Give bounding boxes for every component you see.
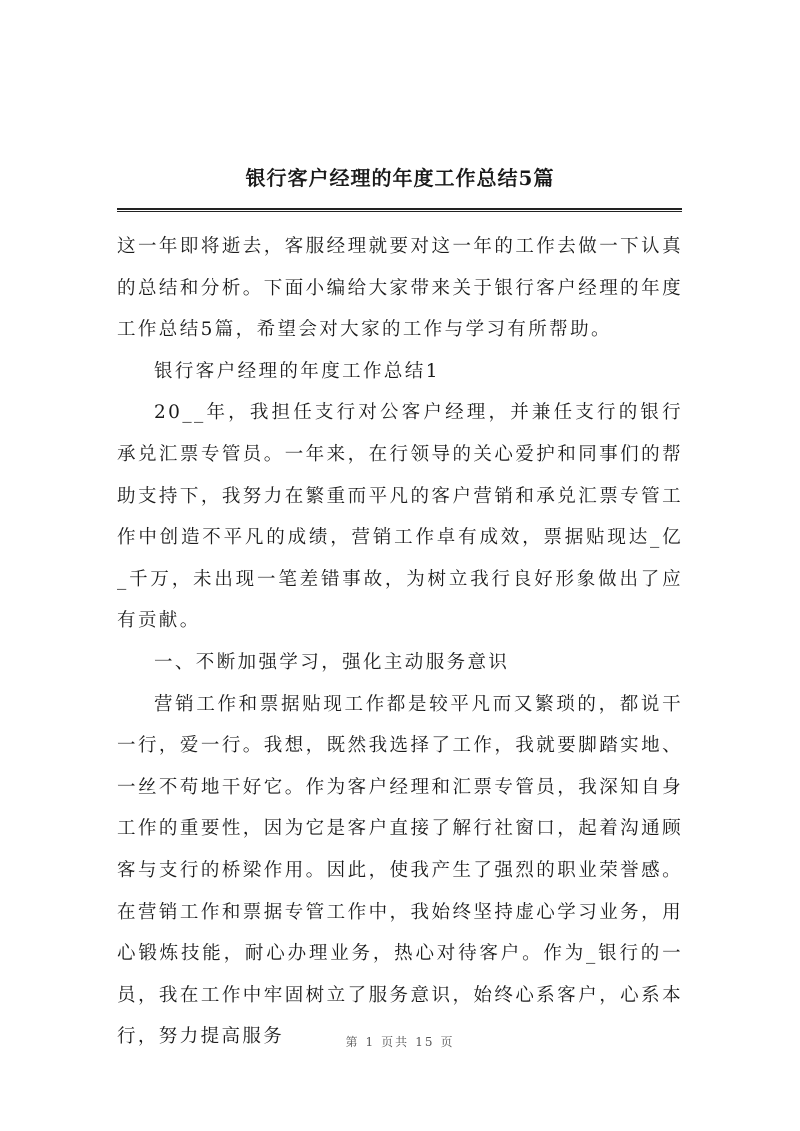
paragraph-overview: 20__年，我担任支行对公客户经理，并兼任支行的银行承兑汇票专管员。一年来，在行领导的关心爱护和同事们的帮助支持下，我努力在繁重而平凡的客户营销和承兑汇票专管工作中创造不平凡的成绩，营销工作卓有成效，票据贴现达_亿_千万，未出现一笔差错事故，为树立我行良好形象做出了应有贡献。 — [117, 402, 683, 632]
footer-middle: 页共 — [381, 1035, 410, 1049]
paragraph-intro: 这一年即将逝去，客服经理就要对这一年的工作去做一下认真的总结和分析。下面小编给大家带来关于银行客户经理的年度工作总结5篇，希望会对大家的工作与学习有所帮助。 — [117, 236, 683, 341]
document-body — [117, 226, 683, 1058]
footer-prefix: 第 — [345, 1035, 360, 1049]
paragraph-detail: 营销工作和票据贴现工作都是较平凡而又繁琐的，都说干一行，爱一行。我想，既然我选择了工作，我就要脚踏实地、一丝不苟地干好它。作为客户经理和汇票专管员，我深知自身工作的重要性，因为它是客户直接了解行社窗口，起着沟通顾客与支行的桥梁作用。因此，使我产生了强烈的职业荣誉感。在营销工作和票据专管工作中，我始终坚持虚心学习业务，用心锻炼技能，耐心办理业务，热心对待客户。作为_银行的一员，我在工作中牢固树立了服务意识，始终心系客户，心系本行，努力提高服务 — [117, 693, 683, 1048]
paragraph-subheading: 一、不断加强学习，强化主动服务意识 — [154, 651, 510, 673]
title-divider — [117, 208, 682, 212]
page-footer — [0, 1033, 800, 1050]
paragraph-section-heading: 银行客户经理的年度工作总结1 — [154, 360, 440, 382]
page-title: 银行客户经理的年度工作总结5篇 — [245, 166, 555, 190]
footer-total-pages: 15 — [415, 1035, 435, 1049]
footer-page-number: 1 — [365, 1035, 376, 1049]
footer-suffix: 页 — [440, 1035, 455, 1049]
